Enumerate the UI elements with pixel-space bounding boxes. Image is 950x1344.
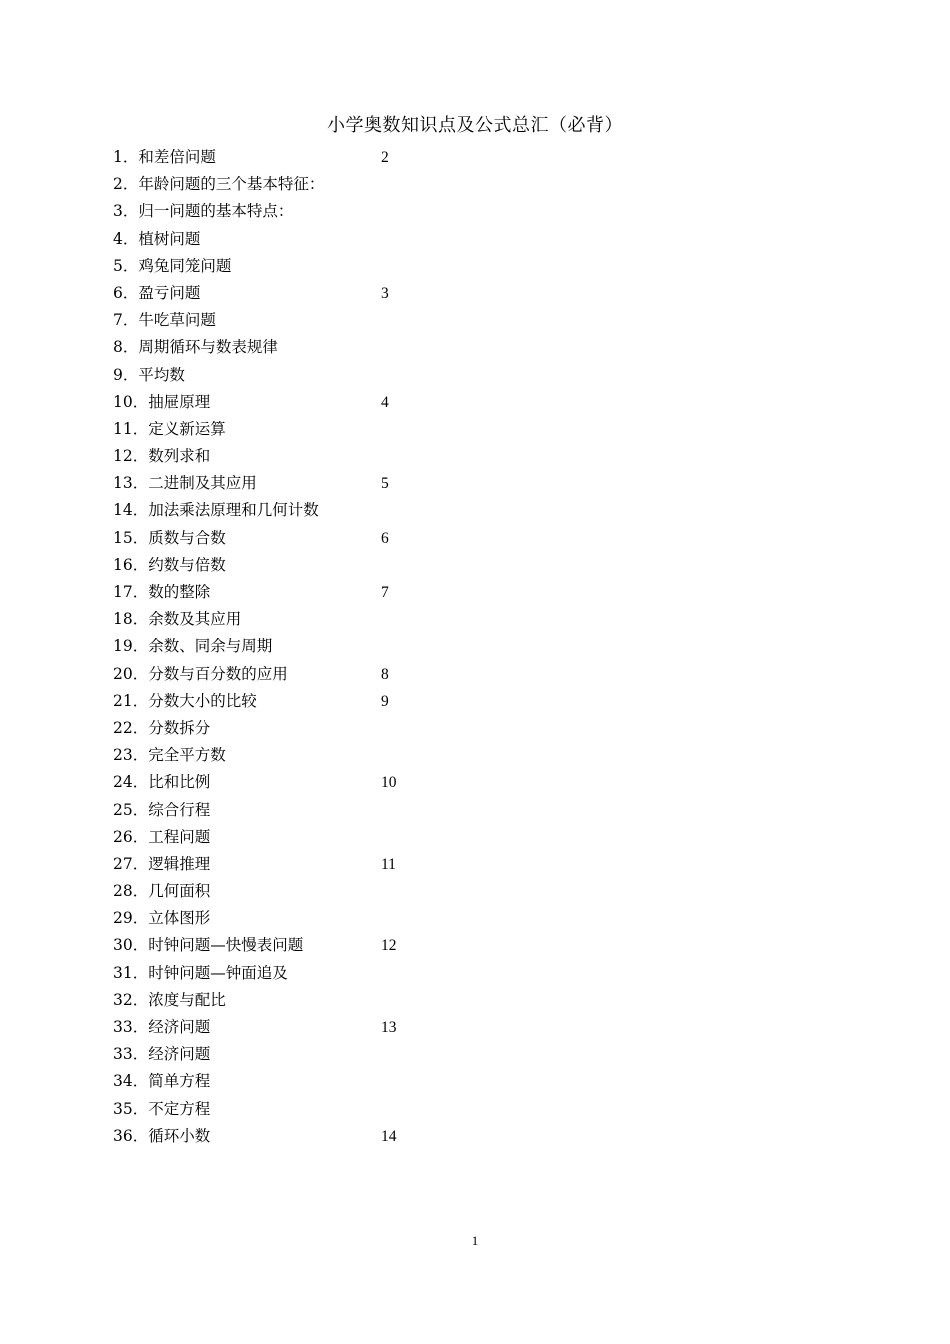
toc-entry-page: 7	[381, 584, 389, 601]
toc-entry-label: 14．加法乘法原理和几何计数	[113, 501, 319, 520]
toc-entry-label: 13．二进制及其应用	[113, 474, 257, 493]
toc-entry	[113, 307, 533, 334]
toc-entry	[113, 1096, 533, 1123]
toc-entry-page: 13	[381, 1019, 397, 1036]
toc-entry-label: 3．归一问题的基本特点：	[113, 202, 294, 221]
toc-entry	[113, 525, 533, 552]
toc-entry-label: 18．余数及其应用	[113, 610, 242, 629]
table-of-contents	[113, 144, 533, 1150]
toc-entry	[113, 851, 533, 878]
toc-entry-label: 10．抽屉原理	[113, 392, 211, 411]
toc-entry-label: 16．约数与倍数	[113, 555, 226, 574]
toc-entry	[113, 960, 533, 987]
toc-entry-label: 32．浓度与配比	[113, 990, 226, 1009]
toc-entry-label: 36．循环小数	[113, 1126, 211, 1145]
toc-entry	[113, 905, 533, 932]
toc-entry	[113, 198, 533, 225]
toc-entry	[113, 1041, 533, 1068]
toc-entry-label: 24．比和比例	[113, 773, 211, 792]
toc-entry-label: 29．立体图形	[113, 909, 211, 928]
toc-entry-page: 3	[381, 284, 389, 302]
toc-entry-label: 27．逻辑推理	[113, 854, 211, 873]
toc-entry	[113, 552, 533, 579]
toc-entry-label: 17．数的整除	[113, 583, 211, 601]
toc-entry-label: 26．工程问题	[113, 827, 211, 846]
toc-entry-label: 12．数列求和	[113, 447, 211, 466]
toc-entry	[113, 661, 533, 688]
toc-entry-label: 34．简单方程	[113, 1072, 211, 1091]
toc-entry	[113, 1068, 533, 1095]
toc-entry	[113, 226, 533, 253]
toc-entry	[113, 497, 533, 524]
toc-entry-label: 7．牛吃草问题	[113, 311, 216, 330]
toc-entry-label: 4．植树问题	[113, 229, 201, 248]
toc-entry	[113, 742, 533, 769]
toc-entry-page: 6	[381, 529, 389, 547]
toc-entry-page: 12	[381, 937, 397, 955]
toc-entry-label: 31．时钟问题—钟面追及	[113, 963, 288, 982]
toc-entry-label: 5．鸡兔同笼问题	[113, 256, 232, 275]
toc-entry-label: 20．分数与百分数的应用	[113, 664, 288, 683]
toc-entry-label: 33．经济问题	[113, 1045, 211, 1064]
toc-entry	[113, 1014, 533, 1041]
toc-entry	[113, 878, 533, 905]
toc-entry-page: 2	[381, 149, 389, 166]
toc-entry-page: 5	[381, 475, 389, 493]
toc-entry-label: 1．和差倍问题	[113, 148, 216, 166]
toc-entry	[113, 824, 533, 851]
toc-entry-label: 25．综合行程	[113, 800, 211, 819]
toc-entry-label: 21．分数大小的比较	[113, 691, 257, 710]
toc-entry-label: 23．完全平方数	[113, 746, 226, 765]
toc-entry-page: 4	[381, 393, 389, 411]
toc-entry	[113, 470, 533, 497]
toc-entry	[113, 932, 533, 959]
toc-entry	[113, 334, 533, 361]
toc-entry-label: 6．盈亏问题	[113, 283, 201, 302]
toc-entry	[113, 389, 533, 416]
toc-entry	[113, 606, 533, 633]
toc-entry-label: 19．余数、同余与周期	[113, 637, 273, 656]
toc-entry	[113, 416, 533, 443]
toc-entry-page: 14	[381, 1127, 397, 1145]
toc-entry-page: 11	[381, 855, 396, 873]
toc-entry	[113, 1123, 533, 1150]
toc-entry-page: 10	[381, 774, 397, 792]
toc-entry	[113, 362, 533, 389]
toc-entry	[113, 987, 533, 1014]
toc-entry	[113, 443, 533, 470]
toc-entry	[113, 253, 533, 280]
toc-entry-page: 9	[381, 692, 389, 710]
toc-entry	[113, 144, 533, 171]
toc-entry	[113, 797, 533, 824]
toc-entry-label: 30．时钟问题—快慢表问题	[113, 936, 304, 955]
page-title: 小学奥数知识点及公式总汇（必背）	[327, 115, 623, 136]
toc-entry	[113, 171, 533, 198]
toc-entry	[113, 579, 533, 606]
toc-entry-label: 8．周期循环与数表规律	[113, 338, 278, 357]
toc-entry-label: 28．几何面积	[113, 882, 211, 901]
page-number: 1	[471, 1233, 479, 1248]
toc-entry	[113, 715, 533, 742]
toc-entry-label: 33．经济问题	[113, 1018, 211, 1036]
toc-entry-label: 35．不定方程	[113, 1099, 211, 1118]
toc-entry-label: 9．平均数	[113, 365, 185, 384]
toc-entry-label: 2．年龄问题的三个基本特征：	[113, 175, 325, 194]
toc-entry	[113, 280, 533, 307]
toc-entry-page: 8	[381, 665, 389, 683]
toc-entry-label: 11．定义新运算	[113, 419, 226, 438]
toc-entry	[113, 633, 533, 660]
toc-entry	[113, 688, 533, 715]
toc-entry-label: 22．分数拆分	[113, 718, 211, 737]
toc-entry	[113, 769, 533, 796]
toc-entry-label: 15．质数与合数	[113, 528, 226, 547]
